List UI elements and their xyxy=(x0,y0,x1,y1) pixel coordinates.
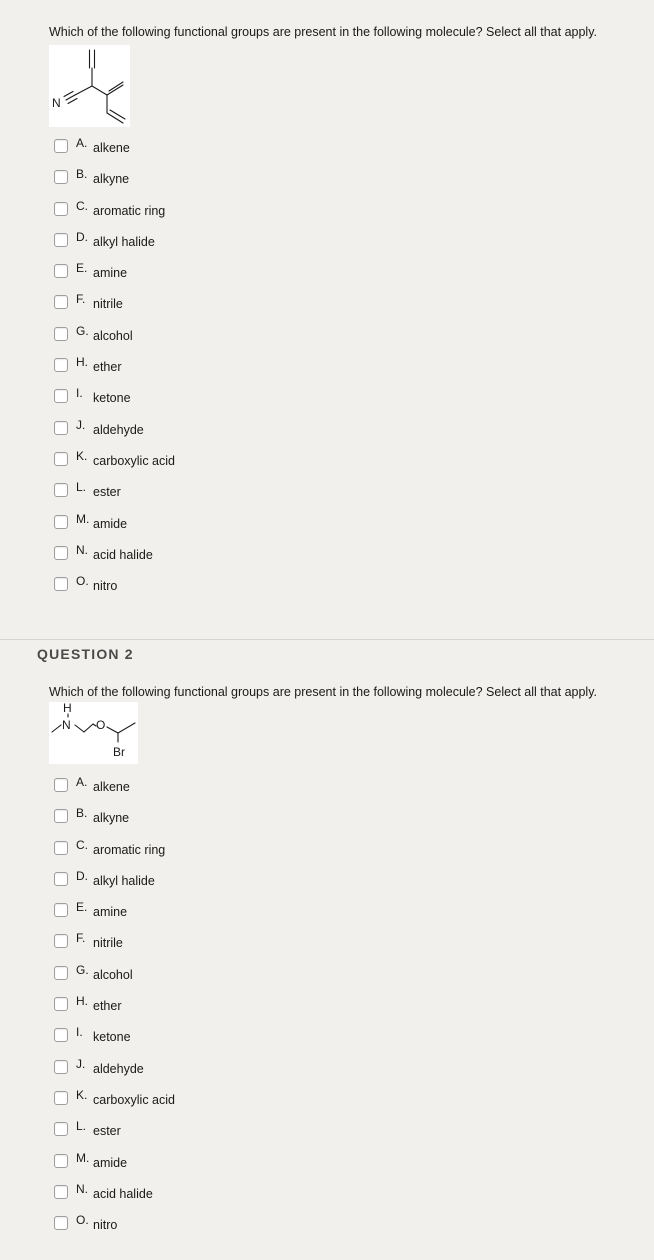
option-letter: K. xyxy=(76,1087,88,1102)
option-label[interactable]: ketone xyxy=(93,391,131,406)
option-label[interactable]: ester xyxy=(93,485,121,500)
option-letter: M. xyxy=(76,511,90,526)
checkbox-j[interactable] xyxy=(54,1060,68,1074)
atom-label-br: Br xyxy=(113,745,125,759)
option-label[interactable]: amine xyxy=(93,905,128,920)
checkbox-m[interactable] xyxy=(54,1154,68,1168)
checkbox-m[interactable] xyxy=(54,515,68,529)
question-header: QUESTION 2 xyxy=(37,646,134,662)
option-letter: D. xyxy=(76,229,88,244)
option-label[interactable]: ether xyxy=(93,999,122,1014)
checkbox-o[interactable] xyxy=(54,1216,68,1230)
checkbox-n[interactable] xyxy=(54,546,68,560)
option-letter: C. xyxy=(76,198,88,213)
checkbox-l[interactable] xyxy=(54,483,68,497)
option-label[interactable]: alkene xyxy=(93,780,130,794)
option-letter: O. xyxy=(76,1213,89,1228)
option-letter: A. xyxy=(76,136,88,150)
checkbox-e[interactable] xyxy=(54,264,68,278)
option-letter: F. xyxy=(76,292,86,307)
option-label[interactable]: alcohol xyxy=(93,328,133,343)
checkbox-c[interactable] xyxy=(54,202,68,216)
question-prompt: Which of the following functional groups are present in the following molecule? Select all that apply. xyxy=(49,25,597,39)
checkbox-i[interactable] xyxy=(54,389,68,403)
molecule-structure-image xyxy=(49,45,130,127)
checkbox-d[interactable] xyxy=(54,872,68,886)
option-label[interactable]: ester xyxy=(93,1124,121,1139)
option-label[interactable]: carboxylic acid xyxy=(93,453,175,468)
option-letter: F. xyxy=(76,931,86,946)
checkbox-l[interactable] xyxy=(54,1122,68,1136)
option-label[interactable]: aldehyde xyxy=(93,1061,144,1076)
molecule-drawing xyxy=(49,45,130,127)
option-label[interactable]: alkyne xyxy=(93,172,130,187)
option-letter: M. xyxy=(76,1150,90,1165)
option-label[interactable]: carboxylic acid xyxy=(93,1092,175,1107)
option-label[interactable]: alkyl halide xyxy=(93,873,155,888)
checkbox-k[interactable] xyxy=(54,452,68,466)
option-label[interactable]: alkene xyxy=(93,141,130,155)
checkbox-f[interactable] xyxy=(54,295,68,309)
atom-label-n: N xyxy=(52,96,61,110)
option-letter: N. xyxy=(76,1181,88,1196)
option-label[interactable]: acid halide xyxy=(93,1186,153,1201)
option-label[interactable]: ketone xyxy=(93,1030,131,1045)
checkbox-g[interactable] xyxy=(54,327,68,341)
atom-label-n: N xyxy=(62,718,71,732)
option-label[interactable]: aldehyde xyxy=(93,422,144,437)
option-letter: G. xyxy=(76,962,89,977)
option-label[interactable]: amide xyxy=(93,1155,128,1170)
checkbox-b[interactable] xyxy=(54,809,68,823)
checkbox-g[interactable] xyxy=(54,966,68,980)
atom-label-h: H xyxy=(63,702,72,715)
checkbox-o[interactable] xyxy=(54,577,68,591)
option-label[interactable]: ether xyxy=(93,360,122,375)
option-label[interactable]: nitrile xyxy=(93,297,123,312)
question-2 xyxy=(0,639,654,1233)
molecule-structure-image xyxy=(49,702,138,764)
checkbox-f[interactable] xyxy=(54,934,68,948)
option-label[interactable]: amide xyxy=(93,516,128,531)
atom-label-o: O xyxy=(96,718,106,732)
option-letter: O. xyxy=(76,574,89,589)
option-label[interactable]: nitrile xyxy=(93,936,123,951)
option-label[interactable]: alcohol xyxy=(93,967,133,982)
option-label[interactable]: aromatic ring xyxy=(93,203,166,218)
option-letter: L. xyxy=(76,1119,87,1134)
option-label[interactable]: acid halide xyxy=(93,547,153,562)
checkbox-a[interactable] xyxy=(54,139,68,153)
checkbox-k[interactable] xyxy=(54,1091,68,1105)
option-letter: J. xyxy=(76,1056,86,1071)
option-letter: G. xyxy=(76,323,89,338)
option-letter: B. xyxy=(76,806,88,821)
checkbox-h[interactable] xyxy=(54,997,68,1011)
option-letter: H. xyxy=(76,994,88,1009)
option-letter: B. xyxy=(76,167,88,182)
option-letter: I. xyxy=(76,1025,83,1040)
option-label[interactable]: nitro xyxy=(93,1218,118,1233)
option-letter: I. xyxy=(76,386,83,401)
option-letter: E. xyxy=(76,900,88,915)
option-letter: K. xyxy=(76,448,88,463)
option-label[interactable]: alkyl halide xyxy=(93,234,155,249)
checkbox-e[interactable] xyxy=(54,903,68,917)
checkbox-h[interactable] xyxy=(54,358,68,372)
option-letter: D. xyxy=(76,868,88,883)
option-letter: N. xyxy=(76,542,88,557)
option-label[interactable]: alkyne xyxy=(93,811,130,826)
checkbox-d[interactable] xyxy=(54,233,68,247)
option-label[interactable]: aromatic ring xyxy=(93,842,166,857)
option-label[interactable]: amine xyxy=(93,266,128,281)
option-letter: A. xyxy=(76,775,88,789)
question-prompt: Which of the following functional groups are present in the following molecule? Select all that apply. xyxy=(49,685,597,699)
checkbox-j[interactable] xyxy=(54,421,68,435)
option-letter: H. xyxy=(76,355,88,370)
option-letter: E. xyxy=(76,261,88,276)
checkbox-i[interactable] xyxy=(54,1028,68,1042)
checkbox-a[interactable] xyxy=(54,778,68,792)
option-label[interactable]: nitro xyxy=(93,579,118,594)
checkbox-c[interactable] xyxy=(54,841,68,855)
option-letter: L. xyxy=(76,480,87,495)
checkbox-b[interactable] xyxy=(54,170,68,184)
molecule-drawing xyxy=(49,702,138,764)
option-letter: J. xyxy=(76,417,86,432)
option-letter: C. xyxy=(76,837,88,852)
checkbox-n[interactable] xyxy=(54,1185,68,1199)
